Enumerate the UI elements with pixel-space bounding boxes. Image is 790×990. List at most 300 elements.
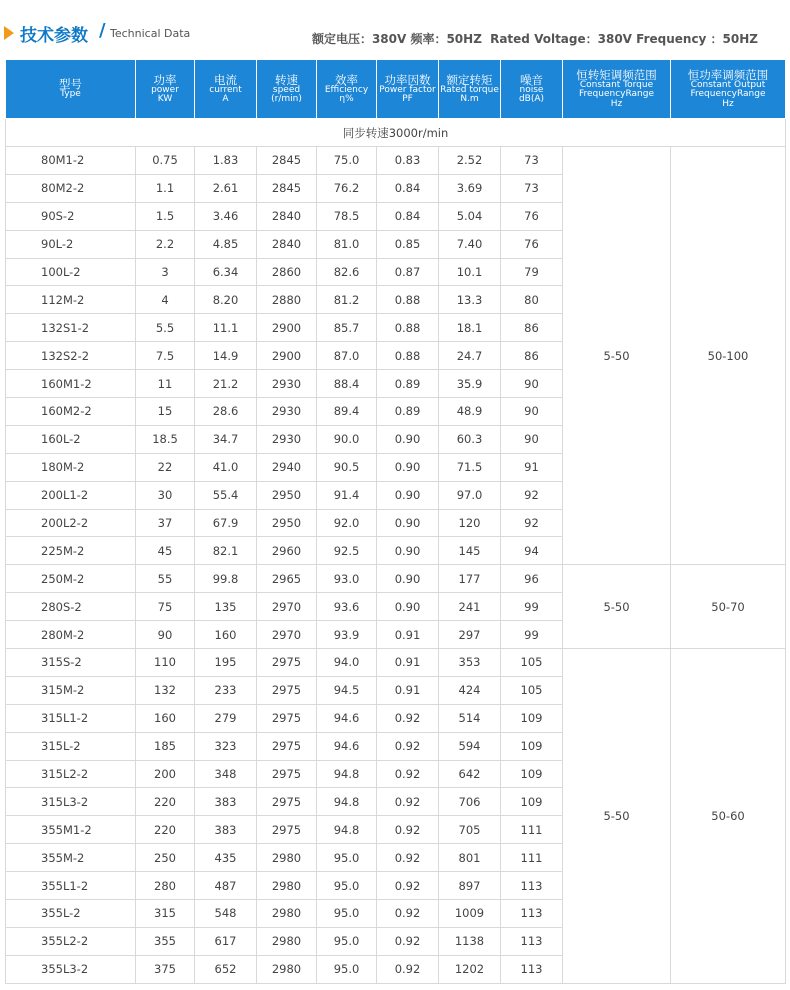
table-body — [6, 119, 786, 984]
column-header-label: PF — [402, 94, 413, 105]
column-header-label: 噪音 — [520, 72, 543, 87]
table-cell: 94.6 — [317, 732, 377, 760]
table-cell: 2980 — [257, 927, 317, 955]
rated-info — [308, 30, 758, 47]
table-cell: 594 — [439, 732, 501, 760]
table-cell: 0.91 — [377, 676, 439, 704]
motor-type-cell: 100L-2 — [6, 258, 136, 286]
column-header-label: Hz — [722, 98, 734, 109]
table-cell: 95.0 — [317, 955, 377, 983]
table-cell: 0.90 — [377, 537, 439, 565]
section-title-cn: 技术参数 — [20, 26, 88, 46]
column-header-label: Type — [60, 89, 81, 100]
title-separator: / — [99, 20, 106, 41]
column-header-label: A — [222, 94, 229, 105]
table-cell: 0.90 — [377, 593, 439, 621]
table-cell: 2975 — [257, 760, 317, 788]
table-cell: 92 — [501, 509, 563, 537]
table-cell: 94.8 — [317, 760, 377, 788]
table-cell: 94.6 — [317, 704, 377, 732]
column-header-label: dB(A) — [518, 94, 545, 105]
table-cell: 5.04 — [439, 202, 501, 230]
motor-type-cell: 90L-2 — [6, 230, 136, 258]
table-cell: 99 — [501, 621, 563, 649]
column-header-label: Efficiency — [324, 84, 369, 95]
motor-type-cell: 355L-2 — [6, 900, 136, 928]
column-header — [6, 60, 136, 119]
motor-type-cell: 160M1-2 — [6, 370, 136, 398]
motor-type-cell: 160M2-2 — [6, 398, 136, 426]
table-cell: 2975 — [257, 732, 317, 760]
motor-type-cell: 225M-2 — [6, 537, 136, 565]
table-cell: 2930 — [257, 425, 317, 453]
table-cell: 80 — [501, 286, 563, 314]
table-cell: 279 — [195, 704, 257, 732]
table-cell: 2975 — [257, 788, 317, 816]
table-cell: 75 — [136, 593, 195, 621]
table-cell: 435 — [195, 844, 257, 872]
table-cell: 1009 — [439, 900, 501, 928]
table-cell: 383 — [195, 788, 257, 816]
table-cell: 2980 — [257, 955, 317, 983]
table-cell: 88.4 — [317, 370, 377, 398]
table-cell: 82.6 — [317, 258, 377, 286]
column-header-label: 功率 — [153, 72, 177, 87]
column-header — [195, 60, 257, 119]
table-cell: 111 — [501, 816, 563, 844]
table-cell: 2965 — [257, 565, 317, 593]
table-cell: 14.9 — [195, 342, 257, 370]
table-cell: 177 — [439, 565, 501, 593]
column-header-label: Power factor — [379, 84, 436, 95]
table-cell: 0.92 — [377, 844, 439, 872]
torque-range-cell: 5-50 — [563, 649, 671, 984]
column-header-label: 功率因数 — [384, 72, 431, 87]
table-cell: 1138 — [439, 927, 501, 955]
column-header-label: speed — [272, 84, 301, 95]
table-cell: 94.0 — [317, 649, 377, 677]
table-cell: 4.85 — [195, 230, 257, 258]
table-cell: 0.88 — [377, 314, 439, 342]
table-cell: 652 — [195, 955, 257, 983]
column-header — [563, 60, 671, 119]
table-cell: 109 — [501, 732, 563, 760]
table-cell: 0.92 — [377, 760, 439, 788]
table-cell: 4 — [136, 286, 195, 314]
table-cell: 99 — [501, 593, 563, 621]
table-cell: 0.88 — [377, 342, 439, 370]
output-range-cell: 50-70 — [671, 565, 786, 649]
table-cell: 35.9 — [439, 370, 501, 398]
table-cell: 113 — [501, 955, 563, 983]
table-cell: 0.90 — [377, 509, 439, 537]
table-cell: 2980 — [257, 900, 317, 928]
section-title-en: Technical Data — [110, 27, 191, 40]
table-cell: 120 — [439, 509, 501, 537]
table-cell: 92.5 — [317, 537, 377, 565]
table-row — [6, 649, 786, 677]
table-cell: 109 — [501, 760, 563, 788]
table-cell: 90.5 — [317, 453, 377, 481]
table-cell: 514 — [439, 704, 501, 732]
table-cell: 2970 — [257, 621, 317, 649]
table-cell: 2950 — [257, 481, 317, 509]
column-header-label: FrequencyRange — [578, 89, 655, 100]
technical-data-table — [5, 59, 786, 984]
table-cell: 424 — [439, 676, 501, 704]
table-cell: 241 — [439, 593, 501, 621]
table-cell: 76 — [501, 202, 563, 230]
table-cell: 0.85 — [377, 230, 439, 258]
table-cell: 617 — [195, 927, 257, 955]
table-cell: 132 — [136, 676, 195, 704]
table-cell: 2845 — [257, 147, 317, 175]
table-cell: 220 — [136, 788, 195, 816]
table-cell: 94.8 — [317, 788, 377, 816]
speed-section-row — [6, 119, 786, 147]
table-cell: 0.92 — [377, 872, 439, 900]
table-cell: 1.5 — [136, 202, 195, 230]
table-cell: 60.3 — [439, 425, 501, 453]
table-cell: 897 — [439, 872, 501, 900]
table-cell: 1.83 — [195, 147, 257, 175]
table-cell: 0.84 — [377, 174, 439, 202]
table-cell: 105 — [501, 676, 563, 704]
table-cell: 92 — [501, 481, 563, 509]
table-cell: 86 — [501, 314, 563, 342]
column-header — [317, 60, 377, 119]
table-cell: 45 — [136, 537, 195, 565]
table-cell: 2880 — [257, 286, 317, 314]
table-cell: 113 — [501, 927, 563, 955]
table-cell: 90 — [136, 621, 195, 649]
table-cell: 3.69 — [439, 174, 501, 202]
motor-type-cell: 132S2-2 — [6, 342, 136, 370]
table-cell: 93.0 — [317, 565, 377, 593]
table-cell: 2.52 — [439, 147, 501, 175]
table-cell: 220 — [136, 816, 195, 844]
table-cell: 37 — [136, 509, 195, 537]
table-cell: 0.92 — [377, 816, 439, 844]
column-header-label: 额定转矩 — [446, 72, 493, 87]
table-cell: 13.3 — [439, 286, 501, 314]
table-cell: 2960 — [257, 537, 317, 565]
table-cell: 0.92 — [377, 704, 439, 732]
table-cell: 2845 — [257, 174, 317, 202]
table-cell: 2975 — [257, 704, 317, 732]
table-cell: 0.92 — [377, 732, 439, 760]
motor-type-cell: 355M1-2 — [6, 816, 136, 844]
table-cell: 323 — [195, 732, 257, 760]
column-header — [501, 60, 563, 119]
column-header-label: FrequencyRange — [690, 89, 766, 100]
column-header-label: 电流 — [214, 72, 237, 87]
column-header — [257, 60, 317, 119]
rated-info-cn: 额定电压：380V 频率：50HZ — [311, 32, 482, 46]
table-cell: 297 — [439, 621, 501, 649]
table-cell: 109 — [501, 788, 563, 816]
table-cell: 355 — [136, 927, 195, 955]
table-cell: 97.0 — [439, 481, 501, 509]
column-header-label: 恒功率调频范围 — [687, 67, 769, 82]
column-header-label: power — [151, 84, 179, 95]
table-cell: 22 — [136, 453, 195, 481]
table-cell: 82.1 — [195, 537, 257, 565]
table-cell: 1.1 — [136, 174, 195, 202]
table-cell: 0.89 — [377, 398, 439, 426]
table-cell: 105 — [501, 649, 563, 677]
table-cell: 0.90 — [377, 453, 439, 481]
table-cell: 0.90 — [377, 565, 439, 593]
table-cell: 109 — [501, 704, 563, 732]
table-cell: 113 — [501, 872, 563, 900]
table-cell: 0.87 — [377, 258, 439, 286]
motor-type-cell: 160L-2 — [6, 425, 136, 453]
table-cell: 81.0 — [317, 230, 377, 258]
table-cell: 75.0 — [317, 147, 377, 175]
table-cell: 11 — [136, 370, 195, 398]
table-cell: 30 — [136, 481, 195, 509]
motor-type-cell: 355L2-2 — [6, 927, 136, 955]
table-cell: 55.4 — [195, 481, 257, 509]
table-cell: 195 — [195, 649, 257, 677]
output-range-cell: 50-100 — [671, 147, 786, 565]
column-header-label: N.m — [460, 94, 479, 105]
table-cell: 2900 — [257, 314, 317, 342]
table-cell: 0.92 — [377, 788, 439, 816]
table-header-row — [6, 60, 786, 119]
table-cell: 250 — [136, 844, 195, 872]
motor-type-cell: 90S-2 — [6, 202, 136, 230]
table-cell: 145 — [439, 537, 501, 565]
table-cell: 55 — [136, 565, 195, 593]
table-cell: 67.9 — [195, 509, 257, 537]
motor-type-cell: 315M-2 — [6, 676, 136, 704]
table-cell: 110 — [136, 649, 195, 677]
table-cell: 18.1 — [439, 314, 501, 342]
table-cell: 0.91 — [377, 621, 439, 649]
table-row — [6, 565, 786, 593]
table-cell: 113 — [501, 900, 563, 928]
table-cell: 15 — [136, 398, 195, 426]
table-cell: 7.5 — [136, 342, 195, 370]
motor-type-cell: 132S1-2 — [6, 314, 136, 342]
table-cell: 160 — [195, 621, 257, 649]
table-cell: 233 — [195, 676, 257, 704]
motor-type-cell: 315L1-2 — [6, 704, 136, 732]
table-cell: 2950 — [257, 509, 317, 537]
column-header-label: Constant Output — [690, 79, 766, 90]
motor-type-cell: 355M-2 — [6, 844, 136, 872]
table-cell: 18.5 — [136, 425, 195, 453]
table-cell: 0.88 — [377, 286, 439, 314]
table-cell: 383 — [195, 816, 257, 844]
table-cell: 642 — [439, 760, 501, 788]
table-cell: 200 — [136, 760, 195, 788]
motor-type-cell: 315L-2 — [6, 732, 136, 760]
table-cell: 0.83 — [377, 147, 439, 175]
table-cell: 801 — [439, 844, 501, 872]
torque-range-cell: 5-50 — [563, 565, 671, 649]
table-cell: 548 — [195, 900, 257, 928]
table-cell: 0.90 — [377, 481, 439, 509]
table-cell: 1202 — [439, 955, 501, 983]
table-cell: 2930 — [257, 398, 317, 426]
table-cell: 706 — [439, 788, 501, 816]
column-header-label: Constant Torque — [579, 79, 654, 90]
table-cell: 90.0 — [317, 425, 377, 453]
table-cell: 2860 — [257, 258, 317, 286]
table-cell: 95.0 — [317, 872, 377, 900]
table-cell: 73 — [501, 147, 563, 175]
table-cell: 348 — [195, 760, 257, 788]
motor-type-cell: 250M-2 — [6, 565, 136, 593]
table-cell: 3 — [136, 258, 195, 286]
column-header-label: 效率 — [335, 72, 358, 87]
table-cell: 2975 — [257, 816, 317, 844]
table-cell: 28.6 — [195, 398, 257, 426]
table-cell: 91 — [501, 453, 563, 481]
table-cell: 90 — [501, 370, 563, 398]
table-cell: 79 — [501, 258, 563, 286]
table-cell: 90 — [501, 398, 563, 426]
column-header-label: (r/min) — [271, 94, 302, 105]
table-cell: 2980 — [257, 872, 317, 900]
table-cell: 0.91 — [377, 649, 439, 677]
table-cell: 2970 — [257, 593, 317, 621]
table-cell: 0.89 — [377, 370, 439, 398]
motor-type-cell: 80M1-2 — [6, 147, 136, 175]
table-cell: 21.2 — [195, 370, 257, 398]
column-header-label: 转速 — [275, 72, 298, 87]
rated-info-en: Rated Voltage：380V Frequency ：50HZ — [490, 32, 758, 46]
page-header — [0, 0, 790, 58]
table-cell: 76.2 — [317, 174, 377, 202]
table-cell: 0.92 — [377, 900, 439, 928]
column-header-label: Hz — [610, 98, 623, 109]
table-cell: 91.4 — [317, 481, 377, 509]
table-cell: 99.8 — [195, 565, 257, 593]
table-cell: 89.4 — [317, 398, 377, 426]
table-cell: 2.2 — [136, 230, 195, 258]
table-cell: 78.5 — [317, 202, 377, 230]
table-cell: 96 — [501, 565, 563, 593]
table-cell: 48.9 — [439, 398, 501, 426]
table-cell: 6.34 — [195, 258, 257, 286]
table-cell: 87.0 — [317, 342, 377, 370]
motor-type-cell: 315S-2 — [6, 649, 136, 677]
table-cell: 375 — [136, 955, 195, 983]
torque-range-cell: 5-50 — [563, 147, 671, 565]
table-cell: 71.5 — [439, 453, 501, 481]
motor-type-cell: 355L1-2 — [6, 872, 136, 900]
table-cell: 160 — [136, 704, 195, 732]
table-cell: 73 — [501, 174, 563, 202]
table-cell: 0.75 — [136, 147, 195, 175]
table-cell: 95.0 — [317, 844, 377, 872]
table-cell: 95.0 — [317, 927, 377, 955]
column-header-label: η% — [339, 94, 354, 105]
output-range-cell: 50-60 — [671, 649, 786, 984]
table-cell: 353 — [439, 649, 501, 677]
table-cell: 2900 — [257, 342, 317, 370]
table-cell: 90 — [501, 425, 563, 453]
table-cell: 7.40 — [439, 230, 501, 258]
table-cell: 41.0 — [195, 453, 257, 481]
table-cell: 94.8 — [317, 816, 377, 844]
motor-type-cell: 280S-2 — [6, 593, 136, 621]
table-cell: 0.90 — [377, 425, 439, 453]
table-row — [6, 147, 786, 175]
motor-type-cell: 200L1-2 — [6, 481, 136, 509]
table-cell: 0.92 — [377, 927, 439, 955]
column-header-label: current — [209, 84, 242, 95]
table-cell: 2840 — [257, 230, 317, 258]
table-cell: 94.5 — [317, 676, 377, 704]
motor-type-cell: 200L2-2 — [6, 509, 136, 537]
table-cell: 24.7 — [439, 342, 501, 370]
table-cell: 135 — [195, 593, 257, 621]
motor-type-cell: 80M2-2 — [6, 174, 136, 202]
table-cell: 185 — [136, 732, 195, 760]
table-cell: 85.7 — [317, 314, 377, 342]
table-cell: 93.9 — [317, 621, 377, 649]
table-cell: 94 — [501, 537, 563, 565]
column-header — [136, 60, 195, 119]
motor-type-cell: 112M-2 — [6, 286, 136, 314]
table-cell: 0.84 — [377, 202, 439, 230]
table-cell: 10.1 — [439, 258, 501, 286]
motor-type-cell: 315L2-2 — [6, 760, 136, 788]
table-cell: 705 — [439, 816, 501, 844]
table-cell: 8.20 — [195, 286, 257, 314]
table-cell: 93.6 — [317, 593, 377, 621]
table-cell: 2975 — [257, 649, 317, 677]
column-header-label: 恒转矩调频范围 — [576, 67, 657, 82]
motor-type-cell: 280M-2 — [6, 621, 136, 649]
table-cell: 11.1 — [195, 314, 257, 342]
speed-section-label: 同步转速3000r/min — [6, 119, 786, 147]
table-cell: 86 — [501, 342, 563, 370]
table-cell: 5.5 — [136, 314, 195, 342]
table-cell: 2940 — [257, 453, 317, 481]
table-cell: 487 — [195, 872, 257, 900]
table-cell: 3.46 — [195, 202, 257, 230]
table-cell: 92.0 — [317, 509, 377, 537]
motor-type-cell: 315L3-2 — [6, 788, 136, 816]
motor-type-cell: 355L3-2 — [6, 955, 136, 983]
table-cell: 280 — [136, 872, 195, 900]
table-cell: 315 — [136, 900, 195, 928]
table-cell: 2.61 — [195, 174, 257, 202]
table-cell: 2930 — [257, 370, 317, 398]
table-cell: 95.0 — [317, 900, 377, 928]
triangle-arrow-icon — [4, 26, 14, 40]
table-cell: 34.7 — [195, 425, 257, 453]
column-header-label: KW — [157, 94, 173, 105]
column-header — [377, 60, 439, 119]
motor-type-cell: 180M-2 — [6, 453, 136, 481]
table-cell: 111 — [501, 844, 563, 872]
table-cell: 2975 — [257, 676, 317, 704]
table-cell: 2980 — [257, 844, 317, 872]
column-header — [671, 60, 786, 119]
column-header-label: Rated torque — [440, 84, 499, 95]
table-cell: 76 — [501, 230, 563, 258]
table-cell: 0.92 — [377, 955, 439, 983]
table-cell: 2840 — [257, 202, 317, 230]
column-header — [439, 60, 501, 119]
